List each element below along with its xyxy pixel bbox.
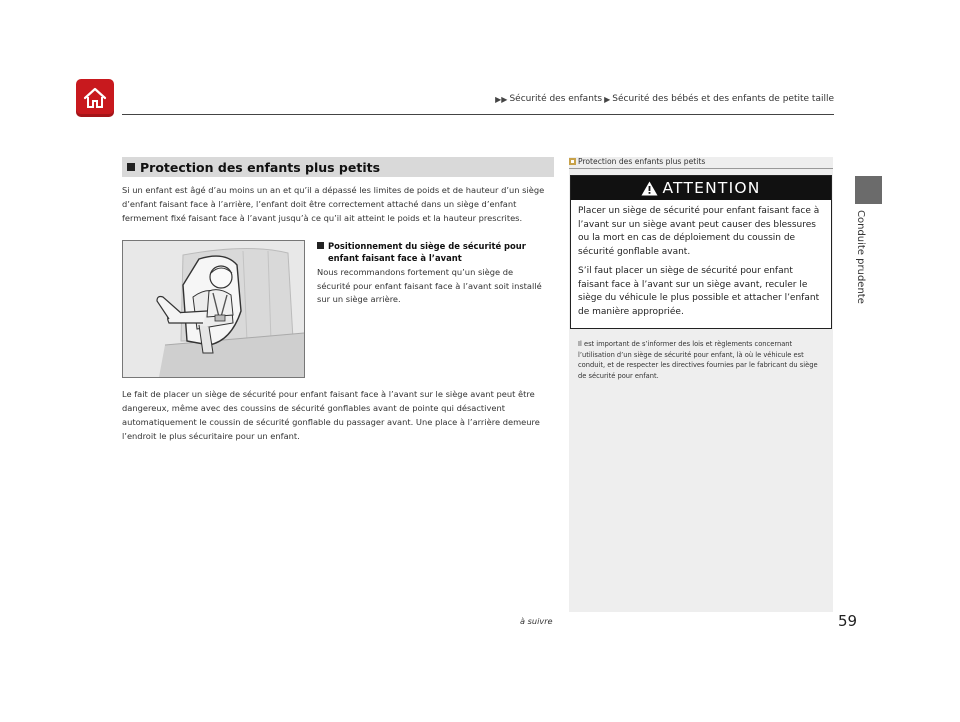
warning-paragraph: Placer un siège de sécurité pour enfant faisant face à l’avant sur un siège avant peut causer des blessures ou la mort en cas de déploiement du coussin de sécurité gonflable avant. (578, 206, 820, 257)
header-divider (122, 114, 834, 115)
sidebar-notes-title (569, 157, 705, 166)
home-button[interactable] (76, 79, 114, 117)
continued-label: à suivre (520, 616, 553, 626)
subsection-heading (317, 240, 557, 264)
warning-title: ATTENTION (662, 179, 761, 197)
warning-triangle-icon (641, 181, 658, 196)
section-title: Protection des enfants plus petits (140, 159, 381, 175)
section-heading (122, 157, 554, 177)
page-number: 59 (838, 612, 858, 630)
reference-marker-icon (569, 158, 576, 165)
warning-box (570, 175, 832, 329)
body-paragraph: Le fait de placer un siège de sécurité pour enfant faisant face à l’avant sur le siège avant peut être dangereux, même avec des coussins de sécurité gonflables avant de pointe qui désactivent automatiquement le coussin de sécurité gonflable du passager avant. Une place à l’arrière demeure l’endroit le plus sécuritaire pour un enfant. (122, 389, 540, 441)
arrow-icon: ▶ (604, 94, 611, 104)
chapter-tab[interactable] (855, 176, 882, 204)
sidebar-divider (569, 168, 833, 169)
home-icon (82, 86, 108, 110)
sidebar-notes-title-text: Protection des enfants plus petits (578, 157, 706, 166)
subsection-title: Positionnement du siège de sécurité pour enfant faisant face à l’avant (328, 241, 526, 263)
double-arrow-icon: ▶▶ (495, 94, 508, 104)
chapter-label: Conduite prudente (855, 210, 866, 304)
intro-paragraph: Si un enfant est âgé d’au moins un an et qu’il a dépassé les limites de poids et de hauteur d’un siège d’enfant faisant face à l’arrière, l’enfant doit être correctement attaché dans un siège d’enfant fermement fixé faisant face à l’avant jusqu’à ce qu’il ait atteint le poids et la hauteur prescrites. (122, 185, 545, 223)
breadcrumb (495, 94, 834, 104)
breadcrumb-item[interactable]: Sécurité des bébés et des enfants de petite taille (612, 94, 834, 104)
square-bullet-icon (127, 163, 135, 171)
child-seat-illustration (122, 240, 305, 378)
warning-header (571, 176, 831, 200)
sidebar-note-text: Il est important de s’informer des lois et règlements concernant l’utilisation d’un siège de sécurité pour enfant, là où le véhicule est conduit, et de respecter les directives fournies par le fabricant du siège de sécurité pour enfant. (578, 340, 818, 380)
subsection-paragraph: Nous recommandons fortement qu’un siège de sécurité pour enfant faisant face à l’avant soit installé sur un siège arrière. (317, 267, 542, 304)
square-bullet-icon (317, 242, 324, 249)
warning-paragraph: S’il faut placer un siège de sécurité pour enfant faisant face à l’avant sur un siège avant, reculer le siège du véhicule le plus possible et attacher l’enfant de manière appropriée. (578, 266, 820, 317)
breadcrumb-item[interactable]: Sécurité des enfants (509, 94, 603, 104)
